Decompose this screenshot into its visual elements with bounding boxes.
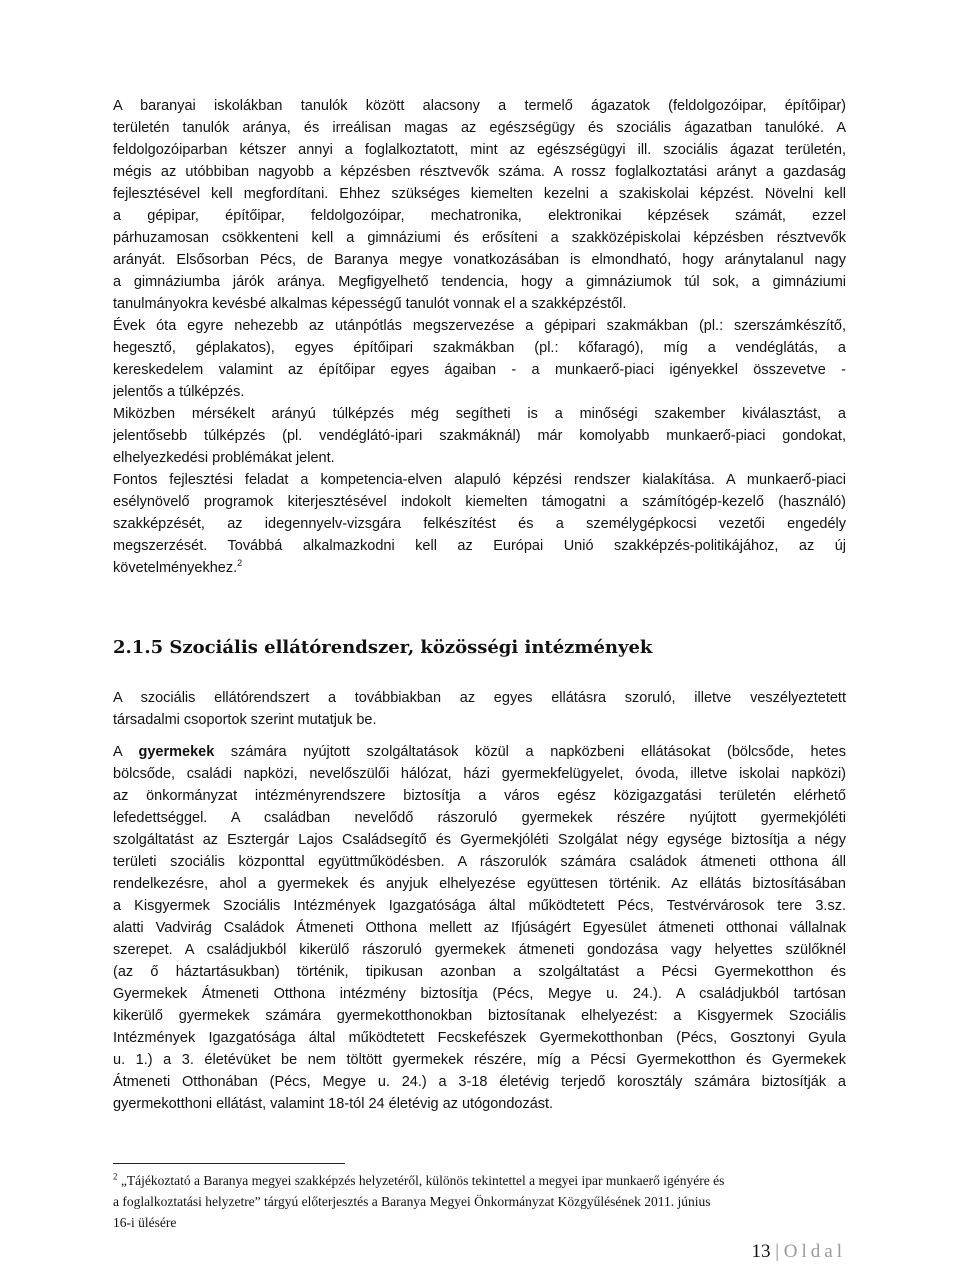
page-number-separator: |	[775, 1241, 780, 1262]
text-line	[113, 939, 846, 961]
text-line	[113, 763, 846, 785]
footnote-line	[113, 1191, 846, 1212]
text-span: Miközben mérsékelt arányú túlképzés még segítheti is a minőségi szakember kiválasztást, a	[113, 406, 846, 422]
text-line	[113, 491, 846, 513]
text-line	[113, 829, 846, 851]
footnote-line	[113, 1170, 846, 1191]
text-line	[113, 961, 846, 983]
text-line	[113, 425, 846, 447]
text-span: elhelyezkedési problémákat jelent.	[113, 450, 335, 466]
text-line	[113, 161, 846, 183]
text-span: feldolgozóiparban kétszer annyi a foglalkoztatott, mint az egészségügyi ill. szociális ágazat területén,	[113, 142, 846, 158]
paragraph-vocational-ratios	[113, 95, 846, 315]
text-span: Átmeneti Otthonában (Pécs, Megye u. 24.) a 3-18 életévig terjedő korosztály számára biztosítják a	[113, 1074, 846, 1090]
text-line	[113, 1071, 846, 1093]
text-line	[113, 687, 846, 709]
text-line	[113, 293, 846, 315]
text-span: szolgáltatást az Esztergár Lajos Családsegítő és Gyermekjóléti Szolgálat négy egysége biztosítja a négy	[113, 832, 846, 848]
text-line	[113, 1049, 846, 1071]
text-line	[113, 359, 846, 381]
text-span: megszerzését. Továbbá alkalmazkodni kell az Európai Unió szakképzés-politikájához, az új	[113, 538, 846, 554]
text-line	[113, 917, 846, 939]
text-line	[113, 785, 846, 807]
section-heading: 2.1.5 Szociális ellátórendszer, közösségi intézmények	[113, 637, 653, 658]
text-span: rendelkezésre, ahol a gyermekek és anyjuk elhelyezése együttesen történik. Az ellátás biztosításában	[113, 876, 846, 892]
text-span: bölcsőde, családi napközi, nevelőszülői hálózat, házi gyermekfelügyelet, óvoda, illetve iskolai napközi)	[113, 766, 846, 782]
text-span: párhuzamosan csökkenteni kell a gimnáziumi és erősíteni a szakközépiskolai képzésben résztvevők	[113, 230, 846, 246]
page-number-label: Oldal	[783, 1241, 846, 1262]
text-line	[113, 183, 846, 205]
paragraph-shortage-trades	[113, 315, 846, 403]
text-span: kikerülő gyermekek számára gyermekotthonokban biztosítanak elhelyezést: a Kisgyermek Szociális	[113, 1008, 846, 1024]
text-line	[113, 851, 846, 873]
text-span: A baranyai iskolákban tanulók között alacsony a termelő ágazatok (feldolgozóipar, építőipar)	[113, 98, 846, 114]
text-span: mégis az utóbbiban nagyobb a képzésben résztvevők száma. A rossz foglalkoztatási arányt a gazdaság	[113, 164, 846, 180]
text-line	[113, 1027, 846, 1049]
text-span: arányát. Elsősorban Pécs, de Baranya megye vonatkozásában is elmondható, hogy aránytalanul nagy	[113, 252, 846, 268]
text-line	[113, 741, 846, 763]
text-span: a gimnáziumba járók aránya. Megfigyelhető tendencia, hogy a gimnáziumok túl sok, a gimnáziumi	[113, 274, 846, 290]
text-span: Intézmények Igazgatósága által működtetett Fecskefészek Gyermekotthonban (Pécs, Gosztonyi Gyula	[113, 1030, 846, 1046]
bold-term: gyermekek	[138, 744, 215, 760]
text-line	[113, 1005, 846, 1027]
text-line	[113, 873, 846, 895]
text-line	[113, 513, 846, 535]
text-line	[113, 447, 846, 469]
text-span: Gyermekek Átmeneti Otthona intézmény biztosítja (Pécs, Megye u. 24.). A családjukból tartósan	[113, 986, 846, 1002]
paragraph-overtraining	[113, 403, 846, 469]
footnote-text: „Tájékoztató a Baranya megyei szakképzés helyzetéről, különös tekintettel a megyei ipar munkaerő igényére és	[117, 1173, 725, 1188]
text-span: alatti Vadvirág Családok Átmeneti Otthona mellett az Ifjúságért Egyesület átmeneti otthonai vállalnak	[113, 920, 846, 936]
text-span: a Kisgyermek Szociális Intézmények Igazgatósága által működtetett Pécs, Testvérvárosok tere 3.sz.	[113, 898, 846, 914]
footnote-text: a foglalkoztatási helyzetre” tárgyú előterjesztés a Baranya Megyei Önkormányzat Közgyűlésének 2011. június	[113, 1194, 711, 1209]
text-span: számára nyújtott szolgáltatások közül a napközbeni ellátásokat (bölcsőde, hetes	[214, 744, 846, 760]
text-span: hegesztő, géplakatos), egyes építőipari szakmákban (pl.: kőfaragó), míg a vendéglátás, a	[113, 340, 846, 356]
text-line	[113, 535, 846, 557]
text-line	[113, 1093, 846, 1115]
text-span: követelményekhez.	[113, 560, 238, 576]
text-line	[113, 557, 846, 579]
page-number	[650, 1240, 846, 1264]
text-line	[113, 983, 846, 1005]
text-line	[113, 95, 846, 117]
text-span: kereskedelem valamint az építőipar egyes ágaiban - a munkaerő-piaci igényekkel összevetve -	[113, 362, 846, 378]
footnote-marker: 2	[113, 1171, 118, 1182]
text-line	[113, 381, 846, 403]
text-span: fejlesztésével kell megfordítani. Ehhez szükséges kiemelten kezelni a szakiskolai képzést. Növelni kell	[113, 186, 846, 202]
text-span: u. 1.) a 3. életévüket be nem töltött gyermekek részére, míg a Pécsi Gyermekotthon és Gyermekek	[113, 1052, 846, 1068]
text-line	[113, 895, 846, 917]
text-span: szakképzését, az idegennyelv-vizsgára felkészítést és a személygépkocsi vezetői engedély	[113, 516, 846, 532]
text-line	[113, 205, 846, 227]
text-line	[113, 271, 846, 293]
text-span: társadalmi csoportok szerint mutatjuk be.	[113, 712, 377, 728]
text-span: területén tanulók aránya, és irreálisan magas az egészségügy és szociális ágazatban tanulóké. A	[113, 120, 846, 136]
text-line	[113, 807, 846, 829]
text-line	[113, 139, 846, 161]
text-span: (az ő háztartásukban) történik, tipikusan azonban a szolgáltatást a Pécsi Gyermekotthon és	[113, 964, 846, 980]
footnote	[113, 1170, 846, 1233]
text-line	[113, 469, 846, 491]
text-span: esélynövelő programok kiterjesztésével indokolt kiemelten támogatni a számítógép-kezelő (használó)	[113, 494, 846, 510]
footnote-separator	[113, 1163, 345, 1164]
text-span: a gépipar, építőipar, feldolgozóipar, mechatronika, elektronikai képzések számát, ezzel	[113, 208, 846, 224]
paragraph-child-services	[113, 741, 846, 1115]
text-line	[113, 315, 846, 337]
text-span: az önkormányzat intézményrendszere biztosítja a város egész közigazgatási területén elérhető	[113, 788, 846, 804]
text-line	[113, 249, 846, 271]
text-line	[113, 403, 846, 425]
paragraph-competence-training	[113, 469, 846, 579]
text-span: jelentős a túlképzés.	[113, 384, 245, 400]
paragraph-social-intro	[113, 687, 846, 731]
footnote-line	[113, 1212, 846, 1233]
text-span: jelentősebb túlképzés (pl. vendéglátó-ipari szakmáknál) már komolyabb munkaerő-piaci gondokat,	[113, 428, 846, 444]
text-span: lefedettséggel. A családban nevelődő rászoruló gyermekek részére nyújtott gyermekjóléti	[113, 810, 846, 826]
text-span: Évek óta egyre nehezebb az utánpótlás megszervezése a gépipari szakmákban (pl.: szerszámkészítő,	[113, 318, 846, 334]
text-span: tanulmányokra kevésbé alkalmas képességű tanulót vonnak el a szakképzéstől.	[113, 296, 627, 312]
text-line	[113, 227, 846, 249]
text-span: Fontos fejlesztési feladat a kompetencia-elven alapuló képzési rendszer kialakítása. A munkaerő-piaci	[113, 472, 846, 488]
text-span: A	[113, 744, 139, 760]
text-span: területi szociális központtal együttműködésben. A rászorulók számára családok átmeneti otthona áll	[113, 854, 846, 870]
footnote-reference[interactable]: 2	[237, 558, 243, 569]
text-span: szerepet. A családjukból kikerülő rászoruló gyermekek átmeneti gondozása vagy helyettes szülőknél	[113, 942, 846, 958]
text-line	[113, 709, 846, 731]
text-span: gyermekotthoni ellátást, valamint 18-tól 24 életévig az utógondozást.	[113, 1096, 554, 1112]
page-number-value: 13	[751, 1241, 771, 1262]
text-line	[113, 337, 846, 359]
footnote-text: 16-i ülésére	[113, 1215, 177, 1230]
text-span: A szociális ellátórendszert a továbbiakban az egyes ellátásra szoruló, illetve veszélyeztetett	[113, 690, 846, 706]
text-line	[113, 117, 846, 139]
